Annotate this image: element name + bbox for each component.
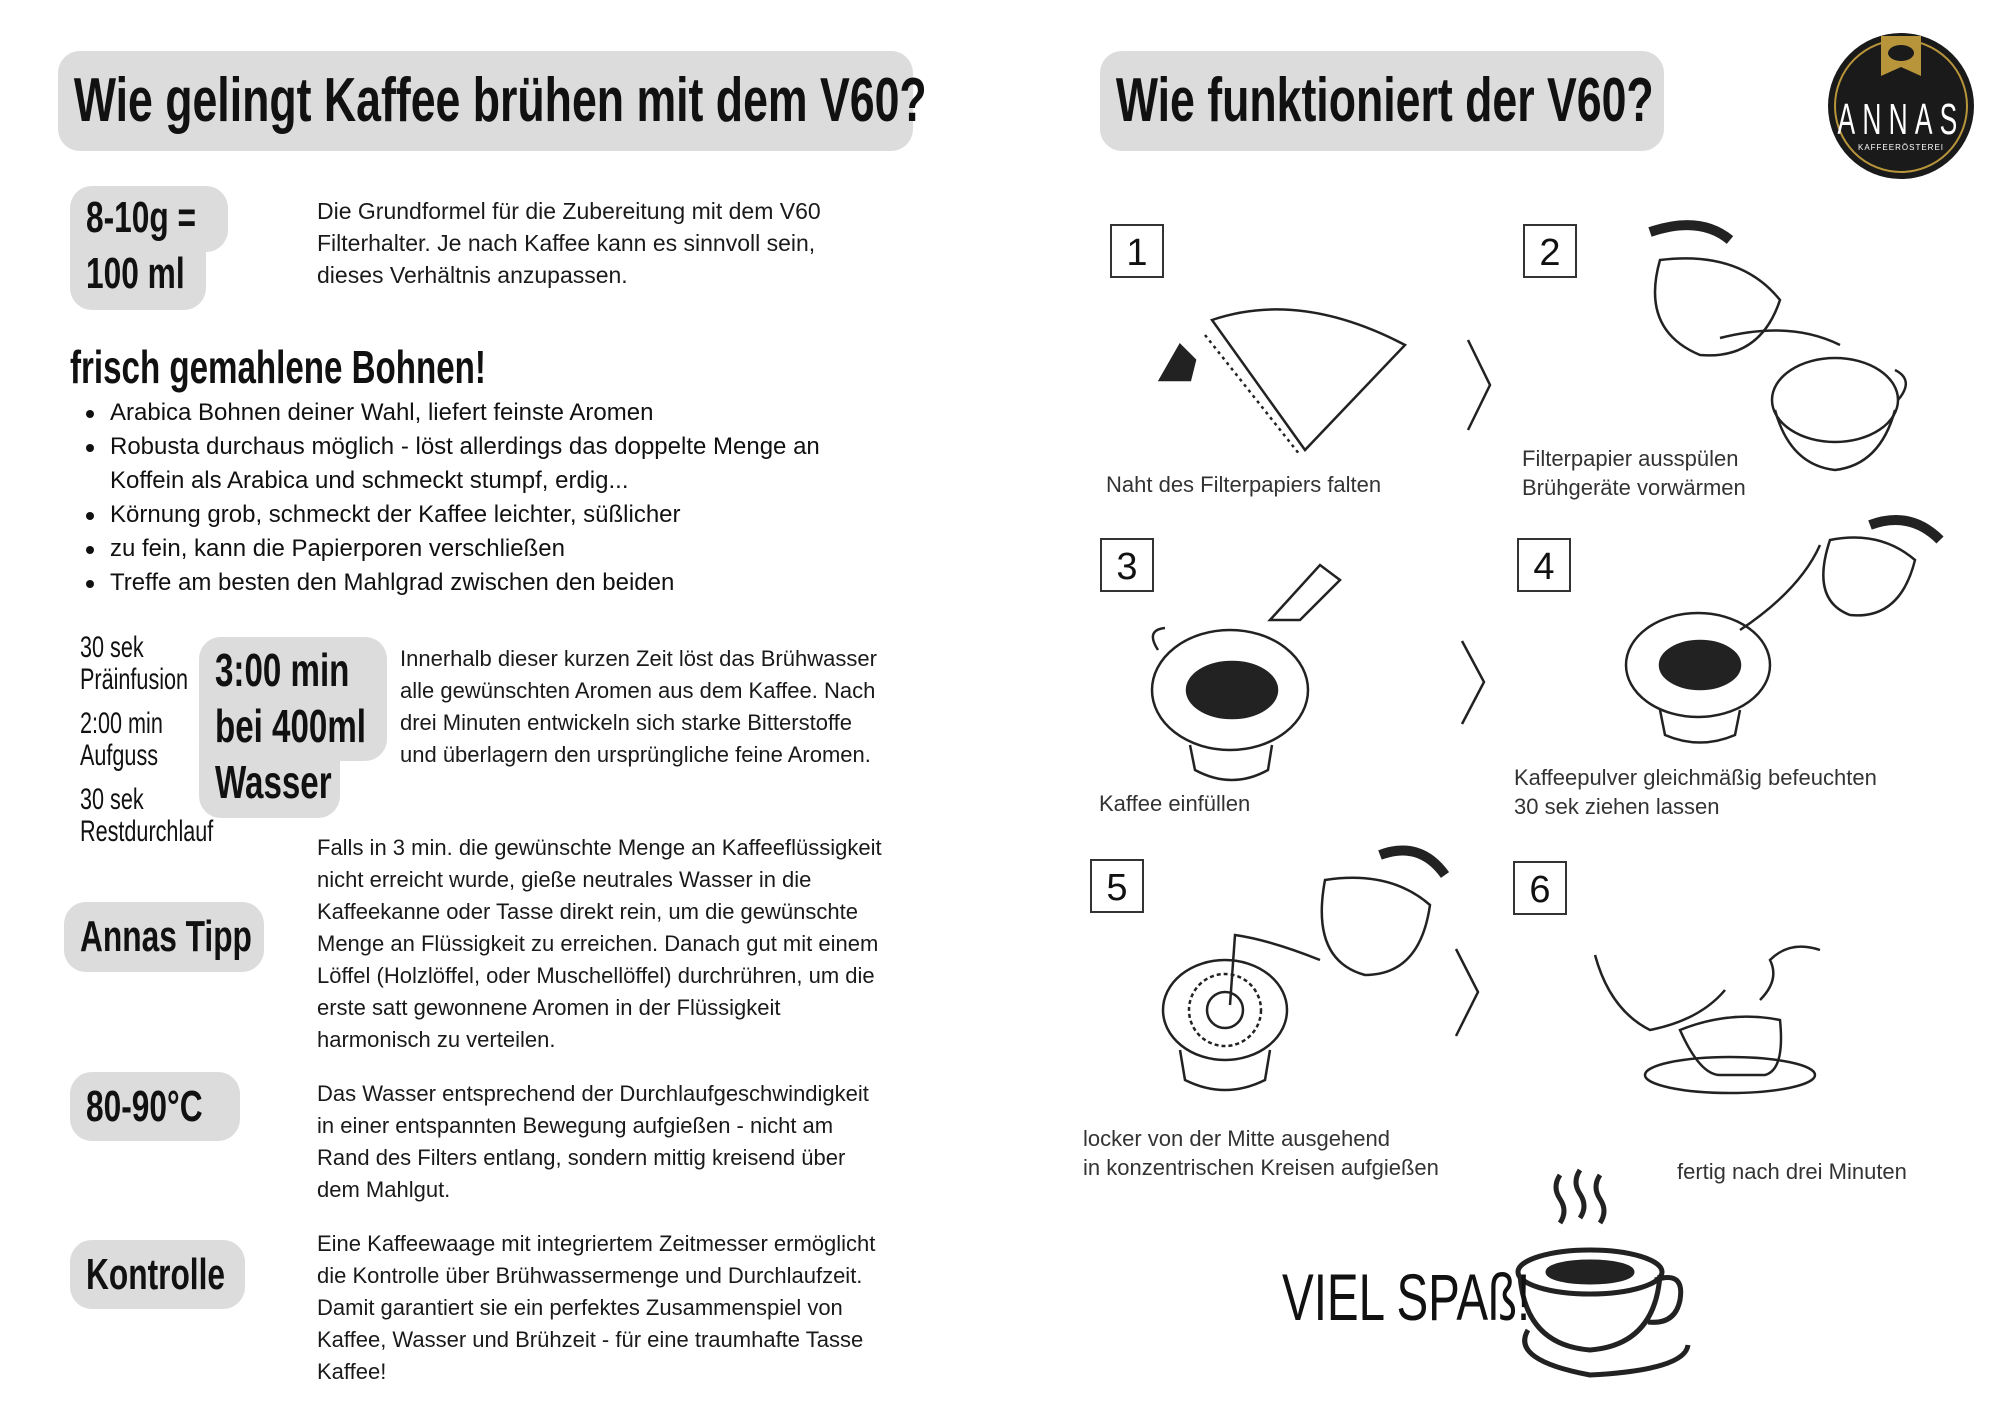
kettle-pour-icon bbox=[1650, 225, 1906, 470]
chevron-right-icon bbox=[1456, 949, 1478, 1036]
list-item: Körnung grob, schmeckt der Kaffee leichter, süßlicher bbox=[70, 498, 820, 532]
caption-line: in konzentrischen Kreisen aufgießen bbox=[1083, 1155, 1439, 1180]
text-line: in einer entspannten Bewegung aufgießen - nicht am bbox=[317, 1113, 834, 1138]
text-line: nicht erreicht wurde, gieße neutrales Wasser in die bbox=[317, 867, 812, 892]
text-line: Damit garantiert sie ein perfektes Zusammenspiel von bbox=[317, 1295, 843, 1320]
list-item: Koffein als Arabica und schmeckt stumpf, erdig... bbox=[110, 467, 629, 494]
caption-line: Filterpapier ausspülen bbox=[1522, 446, 1739, 471]
text-line: Kaffee, Wasser und Brühzeit - für eine traumhafte Tasse bbox=[317, 1327, 864, 1352]
list-item: Treffe am besten den Mahlgrad zwischen den beiden bbox=[70, 566, 820, 600]
coffee-cup-pour-icon bbox=[1595, 947, 1820, 1093]
list-item: zu fein, kann die Papierporen verschließen bbox=[70, 532, 820, 566]
svg-text:ANNAS: ANNAS bbox=[1837, 93, 1965, 144]
text-line: die Kontrolle über Brühwassermenge und Durchlaufzeit. bbox=[317, 1263, 863, 1288]
phase-name: Präinfusion bbox=[80, 663, 189, 696]
time-box-line: bei 400ml bbox=[215, 700, 366, 752]
closing-text: VIEL SPAß! bbox=[1282, 1260, 1531, 1334]
phase-time: 30 sek bbox=[80, 631, 144, 664]
text-line: Filterhalter. Je nach Kaffee kann es sinnvoll sein, bbox=[317, 230, 816, 256]
control-label: Kontrolle bbox=[86, 1250, 226, 1299]
text-line: Falls in 3 min. die gewünschte Menge an Kaffeeflüssigkeit bbox=[317, 835, 882, 860]
page-title: Wie gelingt Kaffee brühen mit dem V60? bbox=[73, 66, 927, 135]
text-line: alle gewünschten Aromen aus dem Kaffee. Nach bbox=[400, 678, 876, 703]
phase-time: 2:00 min bbox=[80, 707, 163, 740]
step-number: 3 bbox=[1100, 538, 1154, 592]
step-number: 5 bbox=[1090, 859, 1144, 913]
caption-line: 30 sek ziehen lassen bbox=[1514, 794, 1720, 819]
right-title: Wie funktioniert der V60? bbox=[1115, 66, 1654, 135]
filter-paper-icon bbox=[1160, 309, 1405, 455]
svg-text:KAFFEERÖSTEREI: KAFFEERÖSTEREI bbox=[1857, 143, 1945, 152]
text-line: und überlagern den ursprüngliche feine Aromen. bbox=[400, 742, 871, 767]
step-number: 4 bbox=[1517, 538, 1571, 592]
time-box-line: 3:00 min bbox=[215, 644, 350, 696]
caption-line: Kaffee einfüllen bbox=[1099, 791, 1251, 816]
temp-label: 80-90°C bbox=[86, 1082, 203, 1131]
text-line: erste satt gewonnene Aromen in der Flüssigkeit bbox=[317, 995, 781, 1020]
ratio-line1: 8-10g = bbox=[86, 193, 197, 242]
ratio-line2: 100 ml bbox=[86, 249, 185, 298]
step-number: 6 bbox=[1513, 861, 1567, 915]
chevron-right-icon bbox=[1468, 340, 1490, 430]
text-line: Eine Kaffeewaage mit integriertem Zeitmesser ermöglicht bbox=[317, 1231, 876, 1256]
text-line: Kaffeekanne oder Tasse direkt rein, um die gewünschte bbox=[317, 899, 858, 924]
caption-line: Kaffeepulver gleichmäßig befeuchten bbox=[1514, 765, 1877, 790]
list-item: Arabica Bohnen deiner Wahl, liefert feinste Aromen bbox=[70, 396, 820, 430]
text-line: drei Minuten entwickeln sich starke Bitterstoffe bbox=[400, 710, 853, 735]
text-line: dieses Verhältnis anzupassen. bbox=[317, 262, 628, 288]
text-line: Das Wasser entsprechend der Durchlaufgeschwindigkeit bbox=[317, 1081, 869, 1106]
text-line: Menge an Flüssigkeit zu erreichen. Danach gut mit einem bbox=[317, 931, 879, 956]
beans-heading: frisch gemahlene Bohnen! bbox=[70, 341, 486, 393]
text-line: dem Mahlgut. bbox=[317, 1177, 451, 1202]
text-line: harmonisch zu verteilen. bbox=[317, 1027, 556, 1052]
chevron-right-icon bbox=[1462, 641, 1484, 724]
step-number: 1 bbox=[1110, 224, 1164, 278]
phase-time: 30 sek bbox=[80, 783, 144, 816]
tipp-label: Annas Tipp bbox=[80, 912, 252, 961]
caption-line: fertig nach drei Minuten bbox=[1677, 1159, 1907, 1184]
phase-name: Aufguss bbox=[80, 739, 159, 772]
text-line: Kaffee! bbox=[317, 1359, 387, 1384]
circular-pour-icon bbox=[1163, 851, 1445, 1091]
text-line: Löffel (Holzlöffel, oder Muschellöffel) durchrühren, um die bbox=[317, 963, 875, 988]
dripper-pour-icon bbox=[1626, 520, 1940, 743]
caption-line: locker von der Mitte ausgehend bbox=[1083, 1126, 1390, 1151]
caption-line: Naht des Filterpapiers falten bbox=[1106, 472, 1382, 497]
caption-line: Brühgeräte vorwärmen bbox=[1522, 475, 1746, 500]
text-line: Innerhalb dieser kurzen Zeit löst das Brühwasser bbox=[400, 646, 877, 671]
list-item: Robusta durchaus möglich - löst allerdings das doppelte Menge an bbox=[70, 430, 820, 464]
text-line: Rand des Filters entlang, sondern mittig kreisend über bbox=[317, 1145, 846, 1170]
time-box-line: Wasser bbox=[215, 756, 332, 808]
dripper-icon bbox=[1152, 565, 1340, 780]
phase-name: Restdurchlauf bbox=[80, 815, 214, 848]
text-line: Die Grundformel für die Zubereitung mit dem V60 bbox=[317, 198, 821, 224]
step-number: 2 bbox=[1523, 224, 1577, 278]
